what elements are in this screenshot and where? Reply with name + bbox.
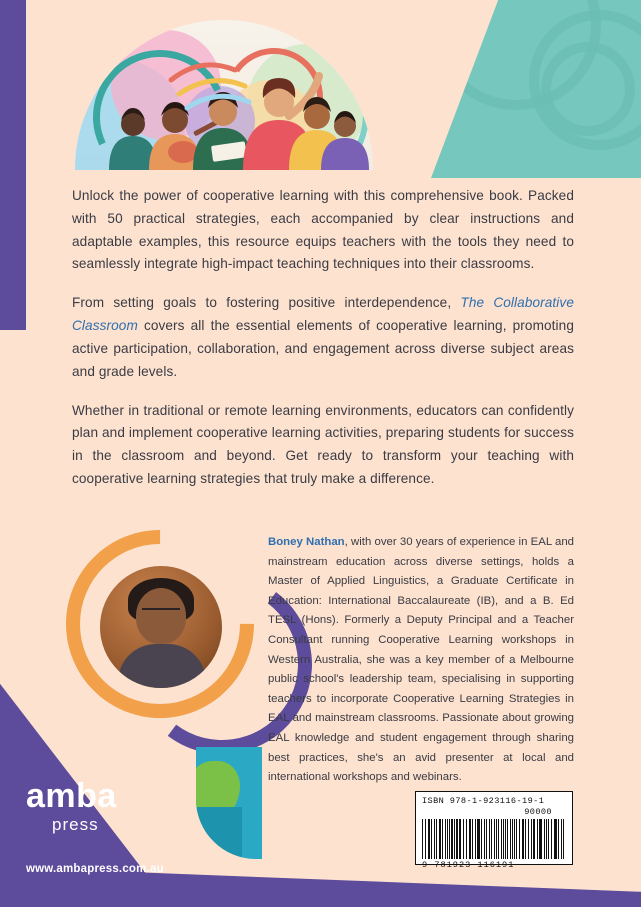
purple-left-bar [0,0,26,330]
author-bio [268,533,574,788]
portrait-torso [118,644,206,688]
globe-tail [196,807,242,859]
blurb-p2-before: From setting goals to fostering positive interdependence, [72,295,461,311]
blurb-paragraph-2 [72,292,574,383]
globe-graphic [196,747,262,859]
publisher-name-top: amba [26,777,117,815]
book-title-italic: The Collaborative Classroom [72,295,574,334]
author-bio-text: , with over 30 years of experience in EAL and mainstream education across diverse settings, holds a Master of Applied Linguistics, a Graduate Certificate in Education: International Baccalaureate (IB), and a B. Ed TESL (Hons). Formerly a Deputy Principal and a Teacher Consultant running Cooperative Learning workshops in Western Australia, she was a key member of a Melbourne public school's leadership team, specialising in supporting teachers to incorporate Cooperative Learning Strategies in EAL and mainstream classrooms. Passionate about growing EAL knowledge and student engagement through sharing best practices, she's an avid presenter at local and international workshops and webinars. [268,536,574,784]
author-photo-block [66,530,246,726]
cover-illustration [75,20,373,170]
blurb-paragraph-1: Unlock the power of cooperative learning with this comprehensive book. Packed with 50 practical strategies, each accompanied by clear instructions and adaptable examples, this resource equips teachers with the tools they need to seamlessly integrate high-impact teaching techniques into their classrooms. [72,188,574,272]
portrait-glasses [142,608,180,619]
publisher-name-bottom: press [52,815,99,834]
publisher-website: www.ambapress.com.au [26,863,164,875]
barcode-digits: 9 781923 116191 [422,860,515,870]
barcode-bars [422,819,566,859]
avatar [100,566,222,688]
people-figures-icon [75,20,373,170]
publisher-logo [26,779,117,835]
barcode-isbn-text: ISBN 978-1-923116-19-1 [422,796,545,806]
teal-corner-shape [431,0,641,178]
blurb-text [72,185,574,507]
barcode-price-code: 90000 [524,807,552,817]
author-name: Boney Nathan [268,536,345,548]
blurb-p2-after: covers all the essential elements of cooperative learning, promoting active participation, collaboration, and engagement across diverse subject areas and grade levels. [72,318,574,379]
blurb-paragraph-3: Whether in traditional or remote learning environments, educators can confidently plan and implement cooperative learning activities, preparing students for success in the classroom and beyond. Get ready to transform your teaching with cooperative learning strategies that truly make a difference. [72,402,574,487]
barcode [415,791,573,870]
